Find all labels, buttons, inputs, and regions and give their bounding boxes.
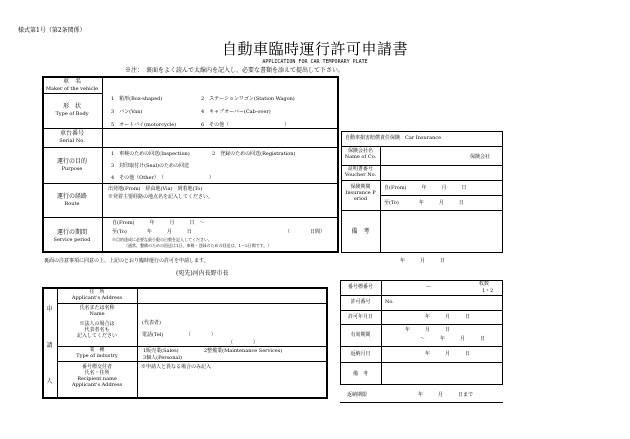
purpose-option-4[interactable]: 4 その他（Other） （ ） [111,175,214,181]
body-option-4[interactable]: 4 キャブオーバー(Cab-over) [201,109,271,115]
applicant-address-field[interactable] [139,289,326,302]
insurance-period-label: 保険期間 Insurance P eriod [345,184,376,202]
period-to[interactable]: 至(To) 年 月 日 [112,229,192,235]
recipient-note: ※申請人と異なる場合のみ記入 [141,364,212,370]
vehicle-maker-label: 車 名 Maker of the vehicle [45,78,99,92]
serial-label: 車台番号 Serial No. [59,130,85,144]
recipient-label: 番号標交付者 氏名・住所 Recipient name Applicant's Address [71,364,123,388]
voucher-label: 証明書番号 Voucher No. [344,166,377,178]
purpose-option-1[interactable]: 1 車検のための回送(Inspection) [111,151,190,157]
tel-paren[interactable]: （ ） [228,340,259,346]
permit-date-label: 許可年月日 [347,314,373,320]
route-line-1: 出発地(From) 経由地(Via) 到着地(To) [108,186,203,192]
period-note-2: （通常、整備のための回送は1日、車検・登録のための回送は、1〜2日間です。） [124,243,272,248]
permit-date-value: 年 月 日 [425,314,471,320]
page-title: 自動車臨時運行許可申請書 [221,40,408,58]
insurer-label: 保険会社名 Name of Co. [344,148,377,160]
voucher-field[interactable] [382,167,501,179]
insurer-field[interactable] [382,148,468,163]
industry-label: 業 種 Type of industry [76,347,118,359]
plate-number-dash: — [426,284,431,290]
return-date-value: 年 月 日 [425,351,471,357]
route-label: 運行の経路 Route [56,193,87,207]
insurance-remarks-label: 備 考 [351,228,370,235]
serial-field[interactable] [104,130,337,145]
notice-text: ※注： 裏面をよく読んで太線内を記入し、必要な書類を添えて提出して下さい。 [125,67,345,74]
industry-option-1[interactable]: 1販売業(Sales) [143,348,179,354]
representative-label: (代表者) [142,320,161,326]
valid-to: 〜 年 月 日 [420,336,486,342]
body-option-5[interactable]: 5 オートバイ(motorcycle) [111,122,177,128]
valid-period-label: 有効期間 [350,332,371,338]
body-option-2[interactable]: 2 ステーションワゴン(Station Wagon) [201,96,295,102]
page-subtitle: APPLICATION FOR CAR TEMPORARY PLATE [262,59,368,65]
applicant-side-3: 人 [46,378,53,385]
body-option-1[interactable]: 1 箱形(Box-shaped) [111,96,163,102]
tel-field[interactable]: 電話(Tel) （ ） [142,332,216,338]
plate-number-label: 番号標番号 [347,284,373,290]
sheets-value: 1・2 [482,288,494,294]
valid-from: 年 月 日 [405,327,451,333]
route-field[interactable] [104,202,337,216]
body-type-label: 形 状 Type of Body [55,103,89,117]
route-line-2: ※発着主要経路の地点名を記入してください。 [108,194,214,200]
applicant-address-label: 住 所 Applicant's Address [71,289,123,301]
purpose-option-3[interactable]: 3 封印取付け(Seal)のための回送 [111,163,190,169]
industry-option-2[interactable]: 2整備業(Maintenance Services) [204,348,283,354]
insurance-header: 自動車損害賠償責任保険 Car Insurance [345,135,442,141]
return-deadline-label: 返納期限 [347,392,368,398]
period-note-1: ※目的達成に必要な最小限の日数を記入してください。 [112,237,212,242]
return-deadline-value: 年 月 日まで [418,392,474,398]
application-date[interactable]: 年 月 日 [400,258,446,264]
applicant-side-2: 請 [46,342,53,349]
recipient-field[interactable] [139,372,326,397]
vehicle-maker-field[interactable] [104,78,337,92]
insurance-period-from[interactable]: 自(From) 年 月 日 [384,185,467,191]
period-from[interactable]: 自(From) 年 月 日 〜 [112,220,205,226]
industry-option-3[interactable]: 3個人(Personal) [143,355,182,361]
body-option-3[interactable]: 3 バン(Van) [111,109,143,115]
purpose-option-2[interactable]: 2 登録のための回送(Registration) [212,151,296,157]
insurer-suffix: 保険会社 [470,154,491,160]
period-label: 運行の期間 Service period [53,229,91,243]
consent-text: 裏面の注意事項に同意の上、上記のとおり臨時運行の許可を申請します。 [44,258,209,264]
applicant-side-1: 申 [46,306,53,313]
permit-number-label: 許可番号 [350,299,371,305]
return-date-label: 返納月日 [350,351,371,357]
permit-number-prefix: No. [385,299,394,305]
period-days[interactable]: （ 日間） [285,229,326,235]
insurance-period-to[interactable]: 至(To) 年 月 日 [384,200,464,206]
insurance-remarks-field[interactable] [382,212,501,252]
applicant-name-label: 氏名または名称 Name ※法人の場合は 代表者名も 記入してください [76,305,117,339]
body-option-6[interactable]: 6 その他（ ） [201,122,290,128]
purpose-label: 運行の目的 Purpose [56,158,87,172]
sheets-label: 枚数 [479,281,490,287]
form-number: 様式第1号（第2条関係） [18,27,86,34]
office-remarks-label: 備 考 [352,371,368,377]
addressee: (宛先)河内長野市長 [176,270,229,277]
